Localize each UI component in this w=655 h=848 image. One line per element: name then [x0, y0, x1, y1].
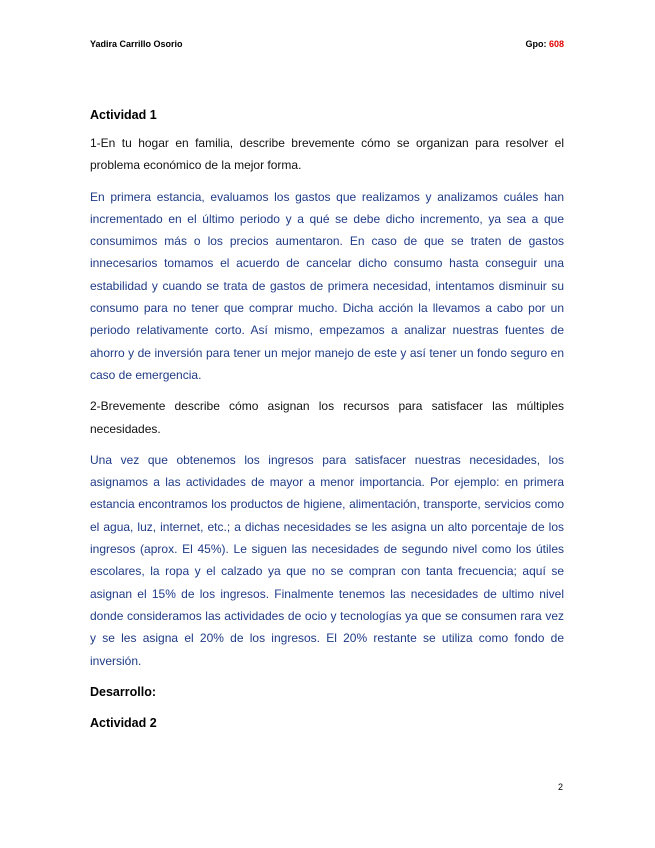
- answer-2: Una vez que obtenemos los ingresos para satisfacer nuestras necesidades, los asignamos a las actividades de mayor a menor importancia. Por ejemplo: en primera estancia encontramos los productos de higiene, alimentación, transporte, servicios como el agua, luz, internet, etc.; a dichas necesidades se les asigna un alto porcentaje de los ingresos (aprox. El 45%). Le siguen las necesidades de segundo nivel como los útiles escolares, la ropa y el calzado ya que no se compran con tanta frecuencia; aquí se asignan el 15% de los ingresos. Finalmente tenemos las necesidades de ultimo nivel donde consideramos las actividades de ocio y tecnologías ya que se consumen rara vez y se les asigna el 20% de los ingresos. El 20% restante se utiliza como fondo de inversión.: [90, 452, 564, 668]
- activity1-title: Actividad 1: [90, 108, 157, 122]
- question-1: 1-En tu hogar en familia, describe brevemente cómo se organizan para resolver el problema económico de la mejor forma.: [90, 136, 564, 173]
- activity2-title: Actividad 2: [90, 715, 157, 730]
- group-label: [525, 39, 564, 49]
- question-2: 2-Brevemente describe cómo asignan los recursos para satisfacer las múltiples necesidades.: [90, 399, 564, 436]
- document-body: [90, 104, 564, 734]
- group-label-text: Gpo:: [525, 39, 547, 49]
- development-title: Desarrollo:: [90, 684, 156, 699]
- page-number: 2: [558, 782, 564, 792]
- page-header: [90, 39, 564, 53]
- author-name: Yadira Carrillo Osorio: [90, 39, 183, 49]
- group-number: 608: [548, 39, 564, 49]
- answer-1: En primera estancia, evaluamos los gastos que realizamos y analizamos cuáles han incrementado en el último periodo y a qué se debe dicho incremento, ya sea a que consumimos más o los precios aumentaron. En caso de que se traten de gastos innecesarios tomamos el acuerdo de cancelar dicho consumo hasta conseguir una estabilidad y cuando se trata de gastos de primera necesidad, intentamos disminuir su consumo para no tener que comprar mucho. Dicha acción la llevamos a cabo por un periodo relativamente corto. Así mismo, empezamos a analizar nuestras fuentes de ahorro y de inversión para tener un mejor manejo de este y así tener un fondo seguro en caso de emergencia.: [90, 189, 564, 382]
